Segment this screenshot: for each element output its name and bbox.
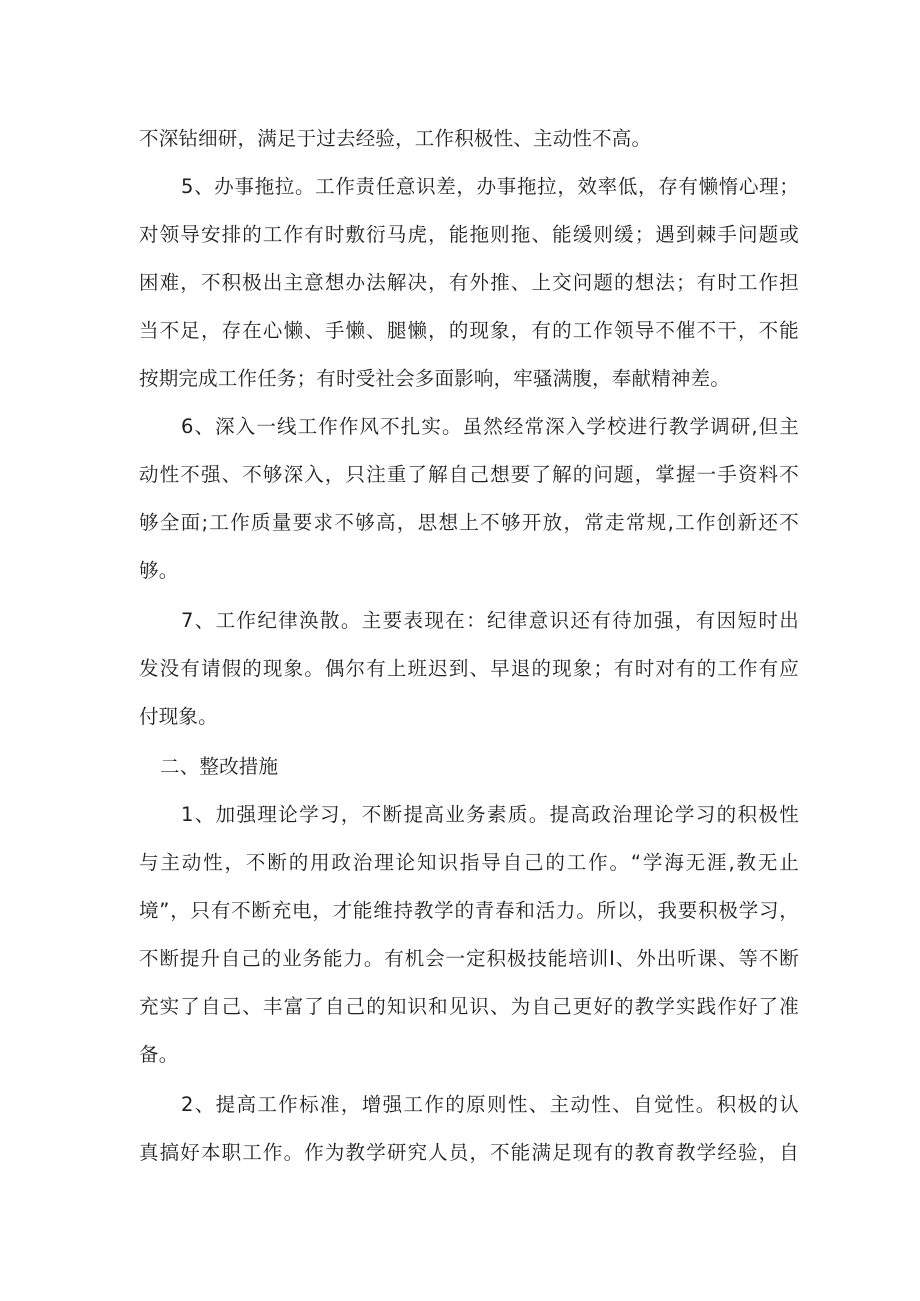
paragraph-line: 6、深入一线工作作风不扎实。虽然经常深入学校进行教学调研,但主 bbox=[181, 415, 799, 438]
paragraph-line: 5、办事拖拉。工作责任意识差，办事拖拉，效率低，存有懒惰心理； bbox=[181, 175, 799, 198]
paragraph-line: 境”，只有不断充电，才能维持教学的青春和活力。所以，我要积极学习， bbox=[139, 899, 799, 922]
paragraph-line: 2、提高工作标准，增强工作的原则性、主动性、自觉性。积极的认 bbox=[181, 1093, 799, 1116]
paragraph-line: 按期完成工作任务；有时受社会多面影响，牢骚满腹，奉献精神差。 bbox=[139, 367, 731, 390]
paragraph-line: 付现象。 bbox=[139, 705, 218, 728]
paragraph-line: 与主动性，不断的用政治理论知识指导自己的工作。“学海无涯,教无止 bbox=[139, 851, 799, 874]
paragraph-line: 够。 bbox=[139, 559, 179, 582]
paragraph-line: 不断提升自己的业务能力。有机会一定积极技能培训I、外出听课、等不断 bbox=[139, 947, 799, 970]
paragraph-line: 充实了自己、丰富了自己的知识和见识、为自己更好的教学实践作好了准 bbox=[139, 995, 799, 1018]
paragraph-line: 7、工作纪律涣散。主要表现在：纪律意识还有待加强，有因短时出 bbox=[181, 609, 799, 632]
paragraph-line: 困难，不积极出主意想办法解决，有外推、上交问题的想法；有时工作担 bbox=[139, 271, 799, 294]
paragraph-line: 备。 bbox=[139, 1043, 179, 1066]
paragraph-line: 够全面;工作质量要求不够高，思想上不够开放，常走常规,工作创新还不 bbox=[139, 511, 799, 534]
paragraph-line: 当不足，存在心懒、手懒、腿懒，的现象，有的工作领导不催不干，不能 bbox=[139, 319, 799, 342]
paragraph-line: 不深钻细研，满足于过去经验，工作积极性、主动性不高。 bbox=[139, 127, 652, 150]
paragraph-line: 对领导安排的工作有时敷衍马虎，能拖则拖、能缓则缓；遇到棘手问题或 bbox=[139, 223, 799, 246]
paragraph-line: 发没有请假的现象。偶尔有上班迟到、早退的现象；有时对有的工作有应 bbox=[139, 657, 799, 680]
section-heading: 二、整改措施 bbox=[160, 755, 279, 778]
paragraph-line: 动性不强、不够深入，只注重了解自己想要了解的问题，掌握一手资料不 bbox=[139, 463, 799, 486]
paragraph-line: 真搞好本职工作。作为教学研究人员，不能满足现有的教育教学经验，自 bbox=[139, 1141, 799, 1164]
paragraph-line: 1、加强理论学习，不断提高业务素质。提高政治理论学习的积极性 bbox=[181, 803, 799, 826]
